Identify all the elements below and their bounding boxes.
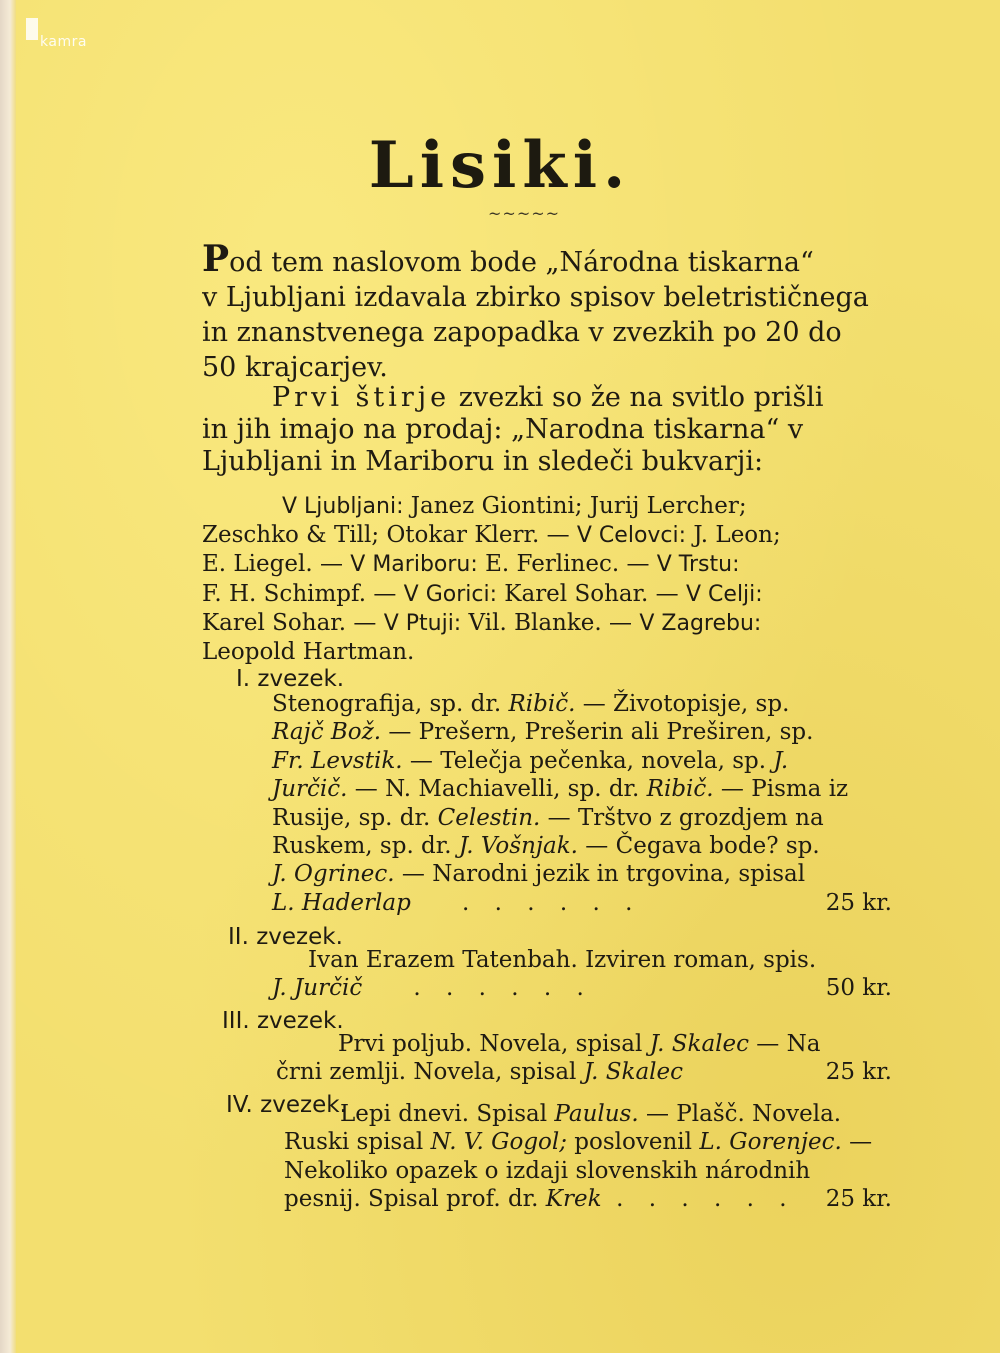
v4-l2-a: Ruski spisal bbox=[284, 1129, 431, 1156]
city-gorica: V Gorici: bbox=[403, 581, 497, 607]
v1-l2-b: — Prešern, Prešerin ali Preširen, sp. bbox=[381, 719, 814, 746]
volume-3-entry bbox=[276, 1030, 892, 1087]
watermark-logo-mark bbox=[26, 18, 38, 40]
intro-paragraph bbox=[202, 242, 902, 385]
v4-l4-author: Krek bbox=[545, 1186, 602, 1213]
v1-l6-a: Ruskem, sp. dr. bbox=[272, 833, 459, 860]
intro-line-1 bbox=[202, 242, 902, 280]
v4-price: 25 kr. bbox=[825, 1186, 892, 1213]
volume-4-label: IV. zvezek. bbox=[226, 1092, 347, 1118]
v1-l1: Stenografija, sp. dr. bbox=[272, 691, 509, 717]
v1-l8-author: L. Haderlap bbox=[272, 889, 411, 916]
v4-l2-c: poslovenil bbox=[567, 1129, 700, 1156]
second-line-2: in jih imajo na prodaj: „Narodna tiskarna“ v bbox=[202, 414, 804, 445]
v4-l1-c: — Plašč. Novela. bbox=[638, 1101, 842, 1127]
v1-l1-b: — Životopisje, sp. bbox=[575, 691, 790, 717]
v3-line-2 bbox=[276, 1058, 892, 1086]
v4-line-3: Nekoliko opazek o izdaji slovenskih národnih bbox=[284, 1157, 811, 1184]
title-flourish: ~~~~~ bbox=[488, 204, 561, 223]
v1-line-6 bbox=[272, 832, 892, 860]
v1-l4-author: Jurčič. bbox=[272, 776, 348, 803]
v4-l4-a: pesnij. Spisal prof. dr. bbox=[284, 1186, 546, 1213]
v1-line-5 bbox=[272, 804, 892, 832]
city-ptuj: V Ptuji: bbox=[383, 610, 462, 636]
v1-l1-author: Ribič. bbox=[508, 691, 576, 717]
v2-line-2 bbox=[272, 974, 892, 1002]
volume-1-entry bbox=[272, 690, 892, 917]
second-paragraph bbox=[202, 382, 902, 478]
v4-leader: . . . . . . bbox=[616, 1186, 796, 1213]
v1-l5-c: — Trštvo z grozdjem na bbox=[540, 804, 824, 831]
v1-l3-c: J. bbox=[773, 747, 789, 774]
v1-l5-author: Celestin. bbox=[437, 804, 541, 831]
sellers-line-4-a: F. H. Schimpf. — bbox=[202, 580, 404, 607]
sellers-line-5-a: Karel Sohar. — bbox=[202, 609, 384, 636]
sellers-line-2 bbox=[202, 521, 902, 550]
city-maribor: V Mariboru: bbox=[350, 552, 478, 578]
volume-2-label: II. zvezek. bbox=[228, 924, 343, 950]
second-line-3: Ljubljani in Mariboru in sledeči bukvarji: bbox=[202, 446, 764, 477]
volume-1-label: I. zvezek. bbox=[236, 666, 345, 692]
sellers-line-5-b: Vil. Blanke. — bbox=[461, 609, 640, 636]
v1-l4-b: — N. Machiavelli, sp. dr. bbox=[347, 776, 647, 803]
sellers-line-1-rest: Janez Giontini; Jurij Lercher; bbox=[403, 493, 747, 519]
v1-leader: . . . . . . bbox=[461, 889, 642, 916]
watermark-text: kamra bbox=[40, 34, 87, 50]
sellers-line-1 bbox=[202, 492, 902, 521]
v1-l4-d: — Pisma iz bbox=[713, 776, 849, 803]
v1-price: 25 kr. bbox=[825, 889, 892, 916]
v3-l2-a: črni zemlji. Novela, spisal bbox=[276, 1059, 584, 1086]
sellers-line-2-a: Zeschko & Till; Otokar Klerr. — bbox=[202, 522, 577, 549]
v2-price: 50 kr. bbox=[825, 975, 892, 1002]
sellers-line-2-rest: J. Leon; bbox=[686, 522, 781, 549]
v3-l1-a: Prvi poljub. Novela, spisal bbox=[338, 1031, 650, 1057]
city-celje: V Celji: bbox=[686, 581, 763, 607]
volume-3-label: III. zvezek. bbox=[222, 1008, 344, 1034]
v4-l2-e: — bbox=[841, 1129, 873, 1156]
v1-l6-author: J. Vošnjak. bbox=[458, 833, 578, 860]
page-title: Lisiki. bbox=[368, 128, 632, 203]
sellers-line-4 bbox=[202, 580, 902, 609]
v1-line-4 bbox=[272, 775, 892, 803]
v2-leader: . . . . . . bbox=[413, 975, 593, 1002]
drop-cap: P bbox=[202, 242, 230, 280]
v3-l1-author: J. Skalec bbox=[649, 1031, 749, 1057]
v1-line-1 bbox=[272, 690, 892, 718]
v1-line-3 bbox=[272, 747, 892, 775]
v3-line-1 bbox=[276, 1030, 892, 1058]
sellers-line-3-a: E. Liegel. — bbox=[202, 551, 351, 578]
v1-l7-b: — Narodni jezik in trgovina, spisal bbox=[394, 861, 806, 888]
volume-4-entry bbox=[284, 1100, 892, 1214]
v1-l3-b: — Telečja pečenka, novela, sp. bbox=[402, 747, 774, 774]
v1-l5-a: Rusije, sp. dr. bbox=[272, 804, 438, 831]
v3-l2-author: J. Skalec bbox=[583, 1059, 684, 1086]
v4-line-1 bbox=[284, 1100, 892, 1128]
second-line-1-rest: zvezki so že na svitlo prišli bbox=[450, 382, 824, 413]
v4-l1-author: Paulus. bbox=[554, 1101, 639, 1127]
v1-l2-author: Rajč Bož. bbox=[272, 719, 382, 746]
intro-line-3: in znanstvenega zapopadka v zvezkih po 20 do bbox=[202, 317, 842, 348]
sellers-line-3 bbox=[202, 550, 902, 579]
intro-line-4: 50 krajcarjev. bbox=[202, 352, 388, 383]
city-trst: V Trstu: bbox=[656, 552, 740, 578]
v1-l7-author: J. Ogrinec. bbox=[272, 861, 395, 888]
second-line-1 bbox=[202, 382, 902, 414]
city-ljubljana: V Ljubljani: bbox=[282, 494, 404, 519]
v1-l4-c: Ribič. bbox=[646, 776, 714, 803]
v4-line-4 bbox=[284, 1185, 892, 1213]
v2-line-1: Ivan Erazem Tatenbah. Izviren roman, spis. bbox=[308, 947, 817, 973]
v4-l1-a: Lepi dnevi. Spisal bbox=[340, 1101, 555, 1127]
sellers-line-3-b: E. Ferlinec. — bbox=[477, 551, 657, 578]
sellers-line-6: Leopold Hartman. bbox=[202, 639, 415, 666]
sellers-line-4-b: Karel Sohar. — bbox=[496, 580, 686, 607]
v3-price: 25 kr. bbox=[825, 1059, 892, 1086]
v4-line-2 bbox=[284, 1128, 892, 1156]
v1-line-7 bbox=[272, 860, 892, 888]
v4-l2-author: N. V. Gogol; bbox=[430, 1129, 567, 1156]
v1-l6-c: — Čegava bode? sp. bbox=[578, 833, 820, 860]
v3-l1-c: — Na bbox=[749, 1031, 821, 1057]
v2-l2-author: J. Jurčič bbox=[272, 975, 363, 1002]
city-zagreb: V Zagrebu: bbox=[639, 610, 762, 636]
sellers-paragraph bbox=[202, 492, 902, 666]
sellers-line-5 bbox=[202, 609, 902, 638]
v1-line-8 bbox=[272, 889, 892, 917]
city-celovec: V Celovci: bbox=[576, 523, 687, 549]
spaced-phrase: Prvi štirje bbox=[272, 382, 451, 413]
v1-l3-author: Fr. Levstik. bbox=[272, 747, 403, 774]
intro-line-1-text: od tem naslovom bode „Národna tiskarna“ bbox=[229, 247, 814, 278]
intro-line-2: v Ljubljani izdavala zbirko spisov beletrističnega bbox=[202, 282, 869, 313]
v1-line-2 bbox=[272, 718, 892, 746]
volume-2-entry bbox=[272, 946, 892, 1003]
v4-l2-translator: L. Gorenjec. bbox=[699, 1129, 842, 1156]
